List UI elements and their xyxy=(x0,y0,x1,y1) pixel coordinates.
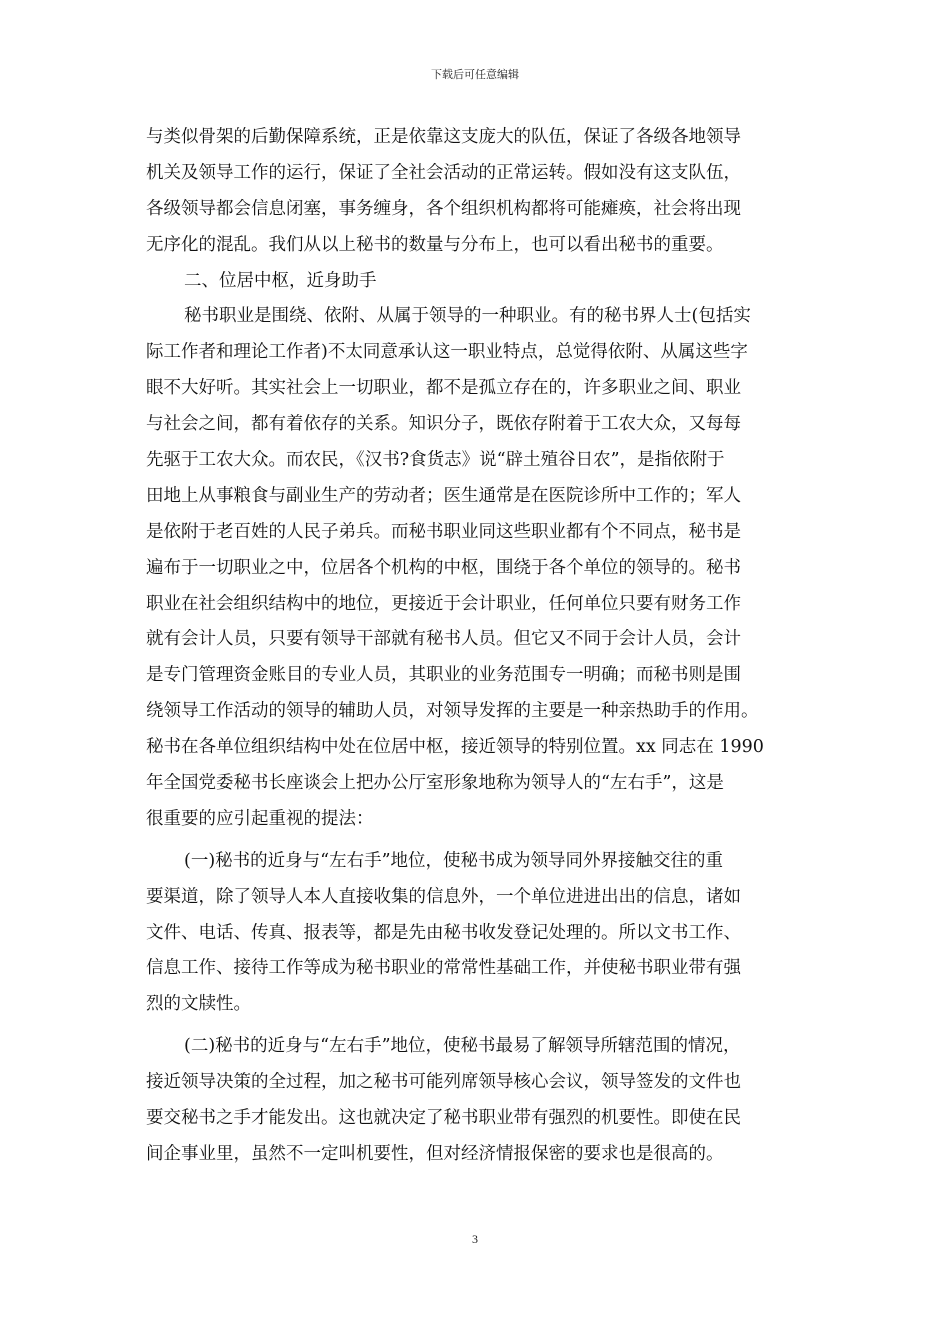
text-line: 与类似骨架的后勤保障系统，正是依靠这支庞大的队伍，保证了各级各地领导 xyxy=(146,127,741,147)
text-line: 间企事业里，虽然不一定叫机要性，但对经济情报保密的要求也是很高的。 xyxy=(146,1143,724,1164)
text-line: 文件、电话、传真、报表等，都是先由秘书收发登记处理的。所以文书工作、 xyxy=(146,922,741,943)
text-line: 年全国党委秘书长座谈会上把办公厅室形象地称为领导人的“左右手”，这是 xyxy=(146,773,724,794)
page-header: 下载后可任意编辑 xyxy=(431,68,519,81)
text-line: 接近领导决策的全过程，加之秘书可能列席领导核心会议，领导签发的文件也 xyxy=(146,1072,741,1093)
text-line: 很重要的应引起重视的提法： xyxy=(146,808,374,829)
text-line: 先驱于工农大众。而农民，《汉书?食货志》说“辟土殖谷日农”，是指依附于 xyxy=(146,450,725,471)
text-line: 是专门管理资金账目的专业人员，其职业的业务范围专一明确；而秘书则是围 xyxy=(146,665,741,686)
page-number: 3 xyxy=(472,1232,478,1246)
text-line: 要渠道，除了领导人本人直接收集的信息外，一个单位进进出出的信息，诸如 xyxy=(146,886,741,907)
text-line: 信息工作、接待工作等成为秘书职业的常常性基础工作，并使秘书职业带有强 xyxy=(146,958,741,979)
text-line: 无序化的混乱。我们从以上秘书的数量与分布上，也可以看出秘书的重要。 xyxy=(146,234,724,255)
text-line: 职业在社会组织结构中的地位，更接近于会计职业，任何单位只要有财务工作 xyxy=(146,593,741,614)
text-line: 烈的文牍性。 xyxy=(146,994,251,1015)
text-line: 秘书在各单位组织结构中处在位居中枢，接近领导的特别位置。xx 同志在 1990 xyxy=(146,737,764,758)
text-line: 遍布于一切职业之中，位居各个机构的中枢，围绕于各个单位的领导的。秘书 xyxy=(146,557,741,578)
text-line: (一)秘书的近身与“左右手”地位，使秘书成为领导同外界接触交往的重 xyxy=(184,850,724,871)
text-line: 与社会之间，都有着依存的关系。知识分子，既依存附着于工农大众，又每每 xyxy=(146,414,741,435)
text-line: 机关及领导工作的运行，保证了全社会活动的正常运转。假如没有这支队伍， xyxy=(146,162,741,183)
text-line: 要交秘书之手才能发出。这也就决定了秘书职业带有强烈的机要性。即使在民 xyxy=(146,1108,741,1129)
section-heading: 二、位居中枢，近身助手 xyxy=(184,270,377,291)
text-line: 秘书职业是围绕、依附、从属于领导的一种职业。有的秘书界人士(包括实 xyxy=(184,306,751,327)
text-line: 眼不大好听。其实社会上一切职业，都不是孤立存在的，许多职业之间、职业 xyxy=(146,378,741,399)
text-line: (二)秘书的近身与“左右手”地位，使秘书最易了解领导所辖范围的情况， xyxy=(184,1036,741,1057)
body-text xyxy=(146,120,810,1173)
text-line: 就有会计人员，只要有领导干部就有秘书人员。但它又不同于会计人员，会计 xyxy=(146,629,741,650)
text-line: 是依附于老百姓的人民子弟兵。而秘书职业同这些职业都有个不同点，秘书是 xyxy=(146,521,741,542)
text-line: 田地上从事粮食与副业生产的劳动者；医生通常是在医院诊所中工作的；军人 xyxy=(146,485,741,506)
text-line: 绕领导工作活动的领导的辅助人员，对领导发挥的主要是一种亲热助手的作用。 xyxy=(146,701,759,722)
text-line: 际工作者和理论工作者)不太同意承认这一职业特点，总觉得依附、从属这些字 xyxy=(146,342,748,363)
text-line: 各级领导都会信息闭塞，事务缠身，各个组织机构都将可能瘫痪，社会将出现 xyxy=(146,198,741,219)
